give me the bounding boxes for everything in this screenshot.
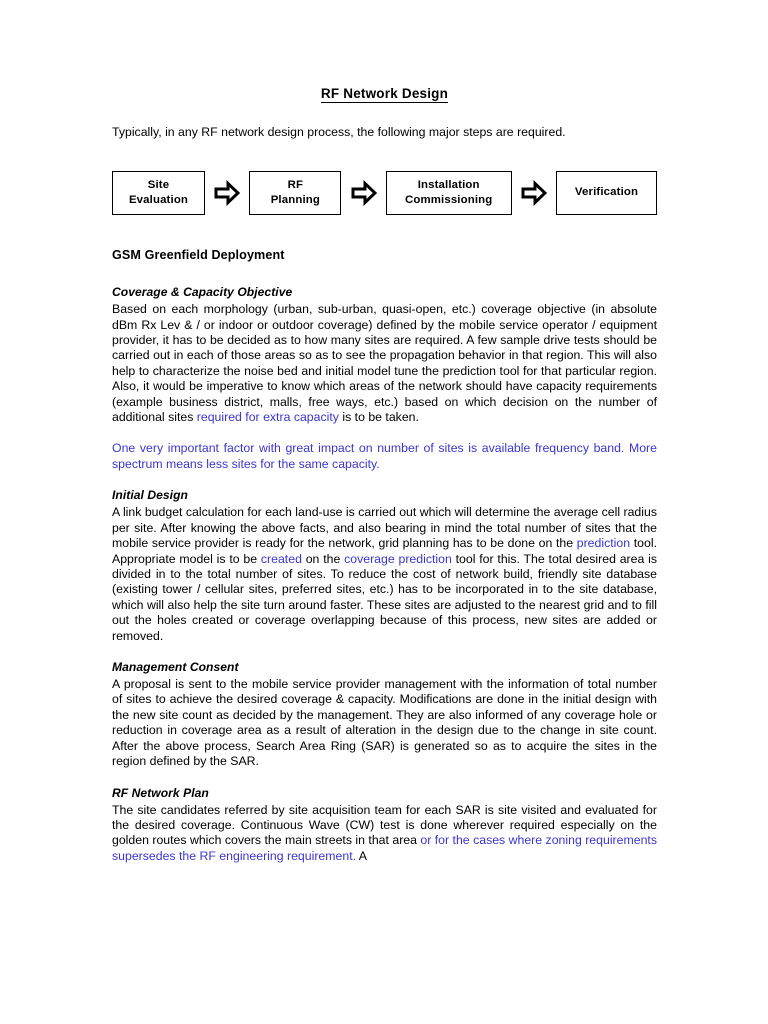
paragraph-frequency-band-note: One very important factor with great impact on number of sites is available frequency band. More spectrum means less sites for the same capacity. xyxy=(112,441,657,471)
paragraph-text-part: A link budget calculation for each land-use is carried out which will determine the average cell radius per site. After knowing the above facts, and also bearing in mind the total number of sites that the mobile service provider is ready for the network, grid planning has to be done on the xyxy=(112,505,657,551)
flow-step-verification xyxy=(556,171,657,215)
flow-step-line2: Planning xyxy=(270,193,320,206)
block-arrow-right-icon xyxy=(519,180,549,206)
paragraph-text-part: The site candidates referred by site acquisition team for each SAR is site visited and evaluated for the desired coverage. Continuous Wave (CW) test is done wherever required especially on the golden routes which covers the main streets in that area xyxy=(112,802,657,848)
flow-step-line1: Verification xyxy=(574,186,639,199)
flow-step-line2: Evaluation xyxy=(128,193,189,206)
flow-step-rf-planning xyxy=(249,171,341,215)
highlight-zoning-requirements: or for the cases where zoning requirements supersedes the RF engineering requirement. xyxy=(112,833,657,863)
paragraph-coverage-capacity xyxy=(112,302,657,425)
paragraph-initial-design xyxy=(112,505,657,644)
document-content xyxy=(112,86,657,864)
subsection-heading-rf-network-plan: RF Network Plan xyxy=(112,785,209,800)
process-flow-diagram xyxy=(112,169,657,217)
flow-step-line2: Commissioning xyxy=(404,193,493,206)
paragraph-text-part: on the xyxy=(301,551,345,566)
paragraph-text-part: Based on each morphology (urban, sub-urban, quasi-open, etc.) coverage objective (in absolute dBm Rx Lev & / or indoor or outdoor coverage) defined by the mobile service operator / equipment provider, it has to be decided as to how many sites are required. A few sample drive tests should be carried out in each of those areas so as to see the propagation behavior in that region. This will also help to characterize the noise bed and initial model tune the prediction tool for that particular region. Also, it would be imperative to know which areas of the network should have capacity requirements (example business district, malls, free ways, etc.) based on which decision on the number of additional sites xyxy=(112,302,657,425)
page-title xyxy=(112,86,657,102)
highlight-created: created xyxy=(260,551,302,566)
block-arrow-right-icon xyxy=(212,180,242,206)
flow-step-line1: Site xyxy=(147,179,170,192)
subsection-heading-initial-design: Initial Design xyxy=(112,488,188,503)
flow-step-site-evaluation xyxy=(112,171,205,215)
paragraph-text-part: tool. Appropriate model is to be xyxy=(112,536,657,566)
section-heading-gsm-greenfield-deployment: GSM Greenfield Deployment xyxy=(112,247,285,262)
flow-step-line1: Installation xyxy=(417,179,480,192)
flow-step-line1: RF xyxy=(287,179,304,192)
highlight-required-for-extra-capacity: required for extra capacity xyxy=(196,410,339,425)
highlight-coverage-prediction: coverage prediction xyxy=(344,551,452,566)
paragraph-rf-network-plan xyxy=(112,803,657,865)
paragraph-text-part: is to be taken. xyxy=(338,410,419,425)
paragraph-text-part: tool for this. The total desired area is divided in to the total number of sites. To reduce the cost of network build, friendly site database (existing tower / cellular sites, preferred sites, etc.) has to be incorporated in to the site database, which will also help the site turn around faster. These sites are adjusted to the nearest grid and to fill out the holes created or coverage overlapping because of this process, new sites are added or removed. xyxy=(112,551,657,643)
highlight-prediction: prediction xyxy=(576,536,631,551)
block-arrow-right-icon xyxy=(349,180,379,206)
intro-paragraph: Typically, in any RF network design process, the following major steps are required. xyxy=(112,125,566,140)
paragraph-management-consent: A proposal is sent to the mobile service provider management with the information of total number of sites to achieve the desired coverage & capacity. Modifications are done in the initial design with the new site count as decided by the management. They are also informed of any coverage hole or reduction in coverage area as a result of alteration in the design due to the change in site count. After the above process, Search Area Ring (SAR) is generated so as to acquire the sites in the region defined by the SAR. xyxy=(112,677,657,769)
paragraph-text-part: A xyxy=(356,848,367,863)
subsection-heading-coverage-capacity-objective: Coverage & Capacity Objective xyxy=(112,285,293,300)
flow-step-installation-commissioning xyxy=(386,171,512,215)
subsection-heading-management-consent: Management Consent xyxy=(112,660,239,675)
page-title-text: RF Network Design xyxy=(320,86,449,101)
